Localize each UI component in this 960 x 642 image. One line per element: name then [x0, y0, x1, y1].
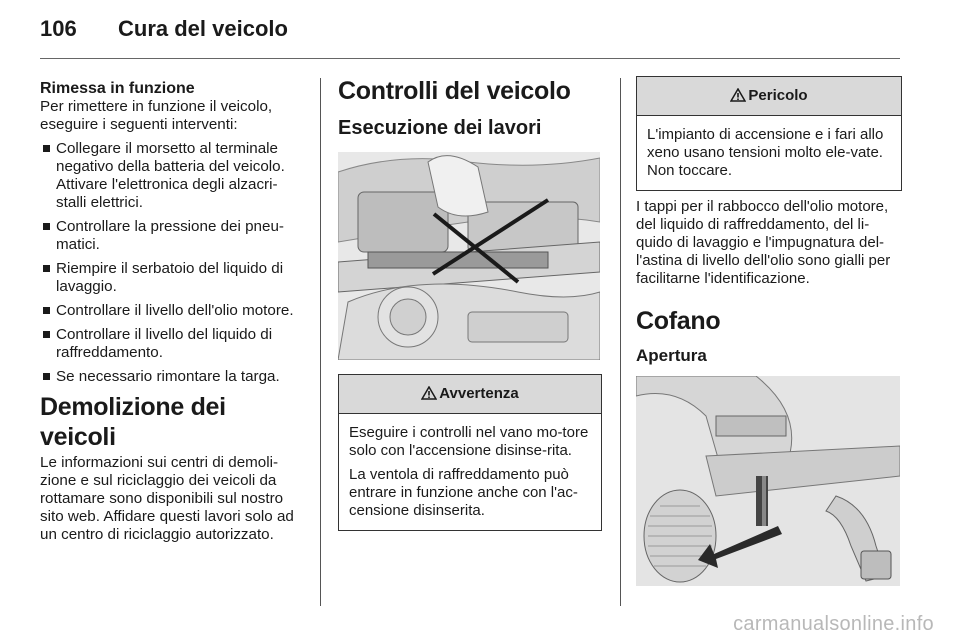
- list-item: Collegare il morsetto al terminale negativo della batteria del veicolo. Attivare l'elettronica degli alzacri-stalli elettrici.: [40, 140, 304, 212]
- warning-triangle-icon: [421, 386, 437, 400]
- danger-body: [637, 116, 901, 190]
- subsection-title-esecuzione: Esecuzione dei lavori: [338, 117, 542, 139]
- running-title: Cura del veicolo: [118, 16, 288, 41]
- caps-paragraph: I tappi per il rabbocco dell'olio motore, del liquido di raffreddamento, del li-quido di lavaggio e l'impugnatura del-l'astina di livello dell'olio sono gialli per facilitarne l'identificazione.: [636, 198, 891, 287]
- warning-paragraph: Eseguire i controlli nel vano mo-tore solo con l'accensione disinse-rita.: [349, 424, 589, 459]
- list-item: Riempire il serbatoio del liquido di lavaggio.: [40, 260, 304, 296]
- left-column: [40, 80, 304, 544]
- list-item: Controllare la pressione dei pneu-matici.: [40, 218, 304, 254]
- warning-triangle-icon: [730, 88, 746, 102]
- danger-header: [637, 77, 901, 116]
- danger-title: Pericolo: [748, 87, 808, 104]
- checklist: [40, 140, 304, 386]
- danger-text: L'impianto di accensione e i fari allo xeno usano tensioni molto ele-vate. Non toccare.: [647, 126, 884, 179]
- watermark: carmanualsonline.info: [733, 613, 934, 635]
- intro-text: Per rimettere in funzione il veicolo, eseguire i seguenti interventi:: [40, 98, 273, 133]
- list-item: Controllare il livello dell'olio motore.: [40, 302, 304, 320]
- list-item: Se necessario rimontare la targa.: [40, 368, 304, 386]
- warning-header: [339, 375, 601, 414]
- list-item: Controllare il livello del liquido di raffreddamento.: [40, 326, 304, 362]
- warning-box: [338, 374, 602, 531]
- header-rule: [40, 58, 900, 59]
- demolizione-text: Le informazioni sui centri di demoli-zione e sul riciclaggio dei veicoli da rottamare sono disponibili sul nostro sito web. Affidare questi lavori solo ad un centro di riciclaggio autorizzato.: [40, 454, 294, 543]
- section-title-cofano: Cofano: [636, 307, 721, 335]
- section-title-demolizione: Demolizione dei veicoli: [40, 393, 226, 451]
- subsection-title-apertura: Apertura: [636, 346, 707, 365]
- engine-bay-illustration: [338, 152, 600, 360]
- page-number: 106: [40, 16, 77, 41]
- column-divider-left: [320, 78, 321, 606]
- section-title-controlli: Controlli del veicolo: [338, 77, 571, 105]
- column-divider-right: [620, 78, 621, 606]
- danger-box: [636, 76, 902, 191]
- subheading-rimessa: Rimessa in funzione: [40, 80, 195, 97]
- hood-release-illustration: [636, 376, 900, 586]
- warning-body: [339, 414, 601, 530]
- warning-paragraph: La ventola di raffreddamento può entrare in funzione anche con l'ac-censione disinserita.: [349, 466, 578, 519]
- warning-title: Avvertenza: [439, 385, 519, 402]
